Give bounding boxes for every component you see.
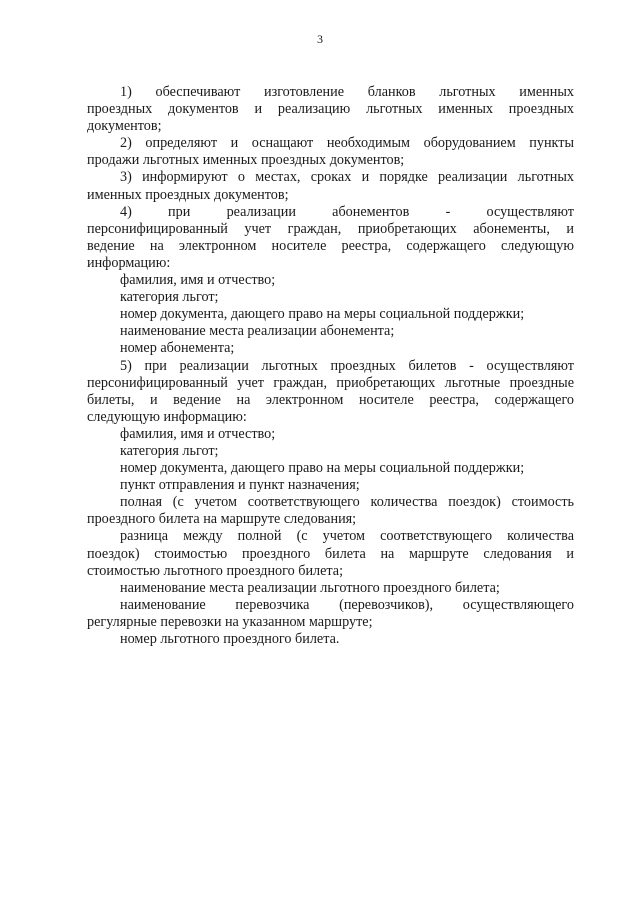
- paragraph: [87, 494, 574, 528]
- paragraph: [87, 169, 574, 203]
- paragraph: [87, 597, 574, 631]
- paragraph-line: 2) определяют и оснащают необходимым оборудованием пункты: [120, 135, 574, 152]
- list-item: пункт отправления и пункт назначения;: [120, 477, 360, 494]
- paragraph-line: 5) при реализации льготных проездных билетов - осуществляют: [120, 357, 574, 374]
- paragraph-line: 3) информируют о местах, сроках и порядке реализации льготных: [120, 169, 574, 186]
- paragraph: [87, 528, 574, 579]
- list-item: номер документа, дающего право на меры социальной поддержки;: [120, 460, 525, 477]
- paragraph-line: следующую информацию:: [87, 408, 247, 425]
- paragraph-line: информацию:: [87, 254, 171, 271]
- list-item: фамилия, имя и отчество;: [120, 425, 276, 442]
- paragraph-line: ведение на электронном носителе реестра, содержащего следующую: [87, 237, 574, 254]
- list-item: категория льгот;: [120, 289, 219, 306]
- paragraph-line: регулярные перевозки на указанном маршруте;: [87, 613, 373, 630]
- paragraph: [87, 204, 574, 272]
- paragraph-line: билеты, и ведение на электронном носителе реестра, содержащего: [87, 391, 574, 408]
- list-item: наименование места реализации абонемента;: [120, 323, 395, 340]
- paragraph: [87, 84, 574, 135]
- paragraph-line: персонифицированный учет граждан, приобретающих льготные проездные: [87, 374, 574, 391]
- list-item: наименование места реализации льготного проездного билета;: [120, 579, 500, 596]
- list-item: номер абонемента;: [120, 340, 235, 357]
- paragraph-line: персонифицированный учет граждан, приобретающих абонементы, и: [87, 220, 574, 237]
- paragraph-line: документов;: [87, 118, 162, 135]
- paragraph: [87, 135, 574, 169]
- document-body: [87, 84, 574, 648]
- paragraph-line: разница между полной (с учетом соответствующего количества: [120, 528, 574, 545]
- paragraph-line: стоимостью льготного проездного билета;: [87, 562, 344, 579]
- paragraph-line: проездных документов и реализацию льготных именных проездных: [87, 101, 574, 118]
- list-item: номер документа, дающего право на меры социальной поддержки;: [120, 306, 525, 323]
- list-item: категория льгот;: [120, 442, 219, 459]
- paragraph-line: 4) при реализации абонементов - осуществляют: [120, 203, 574, 220]
- paragraph-line: полная (с учетом соответствующего количества поездок) стоимость: [120, 494, 574, 511]
- paragraph: [87, 358, 574, 426]
- paragraph-line: поездок) стоимостью проездного билета на маршруте следования и: [87, 545, 574, 562]
- list-item: фамилия, имя и отчество;: [120, 272, 276, 289]
- paragraph-line: продажи льготных именных проездных документов;: [87, 152, 405, 169]
- paragraph-line: 1) обеспечивают изготовление бланков льготных именных: [120, 84, 574, 100]
- page-number: 3: [317, 32, 323, 46]
- list-item: номер льготного проездного билета.: [120, 631, 340, 647]
- paragraph-line: наименование перевозчика (перевозчиков), осуществляющего: [120, 596, 574, 613]
- paragraph-line: проездного билета на маршруте следования;: [87, 511, 357, 528]
- paragraph-line: именных проездных документов;: [87, 186, 289, 203]
